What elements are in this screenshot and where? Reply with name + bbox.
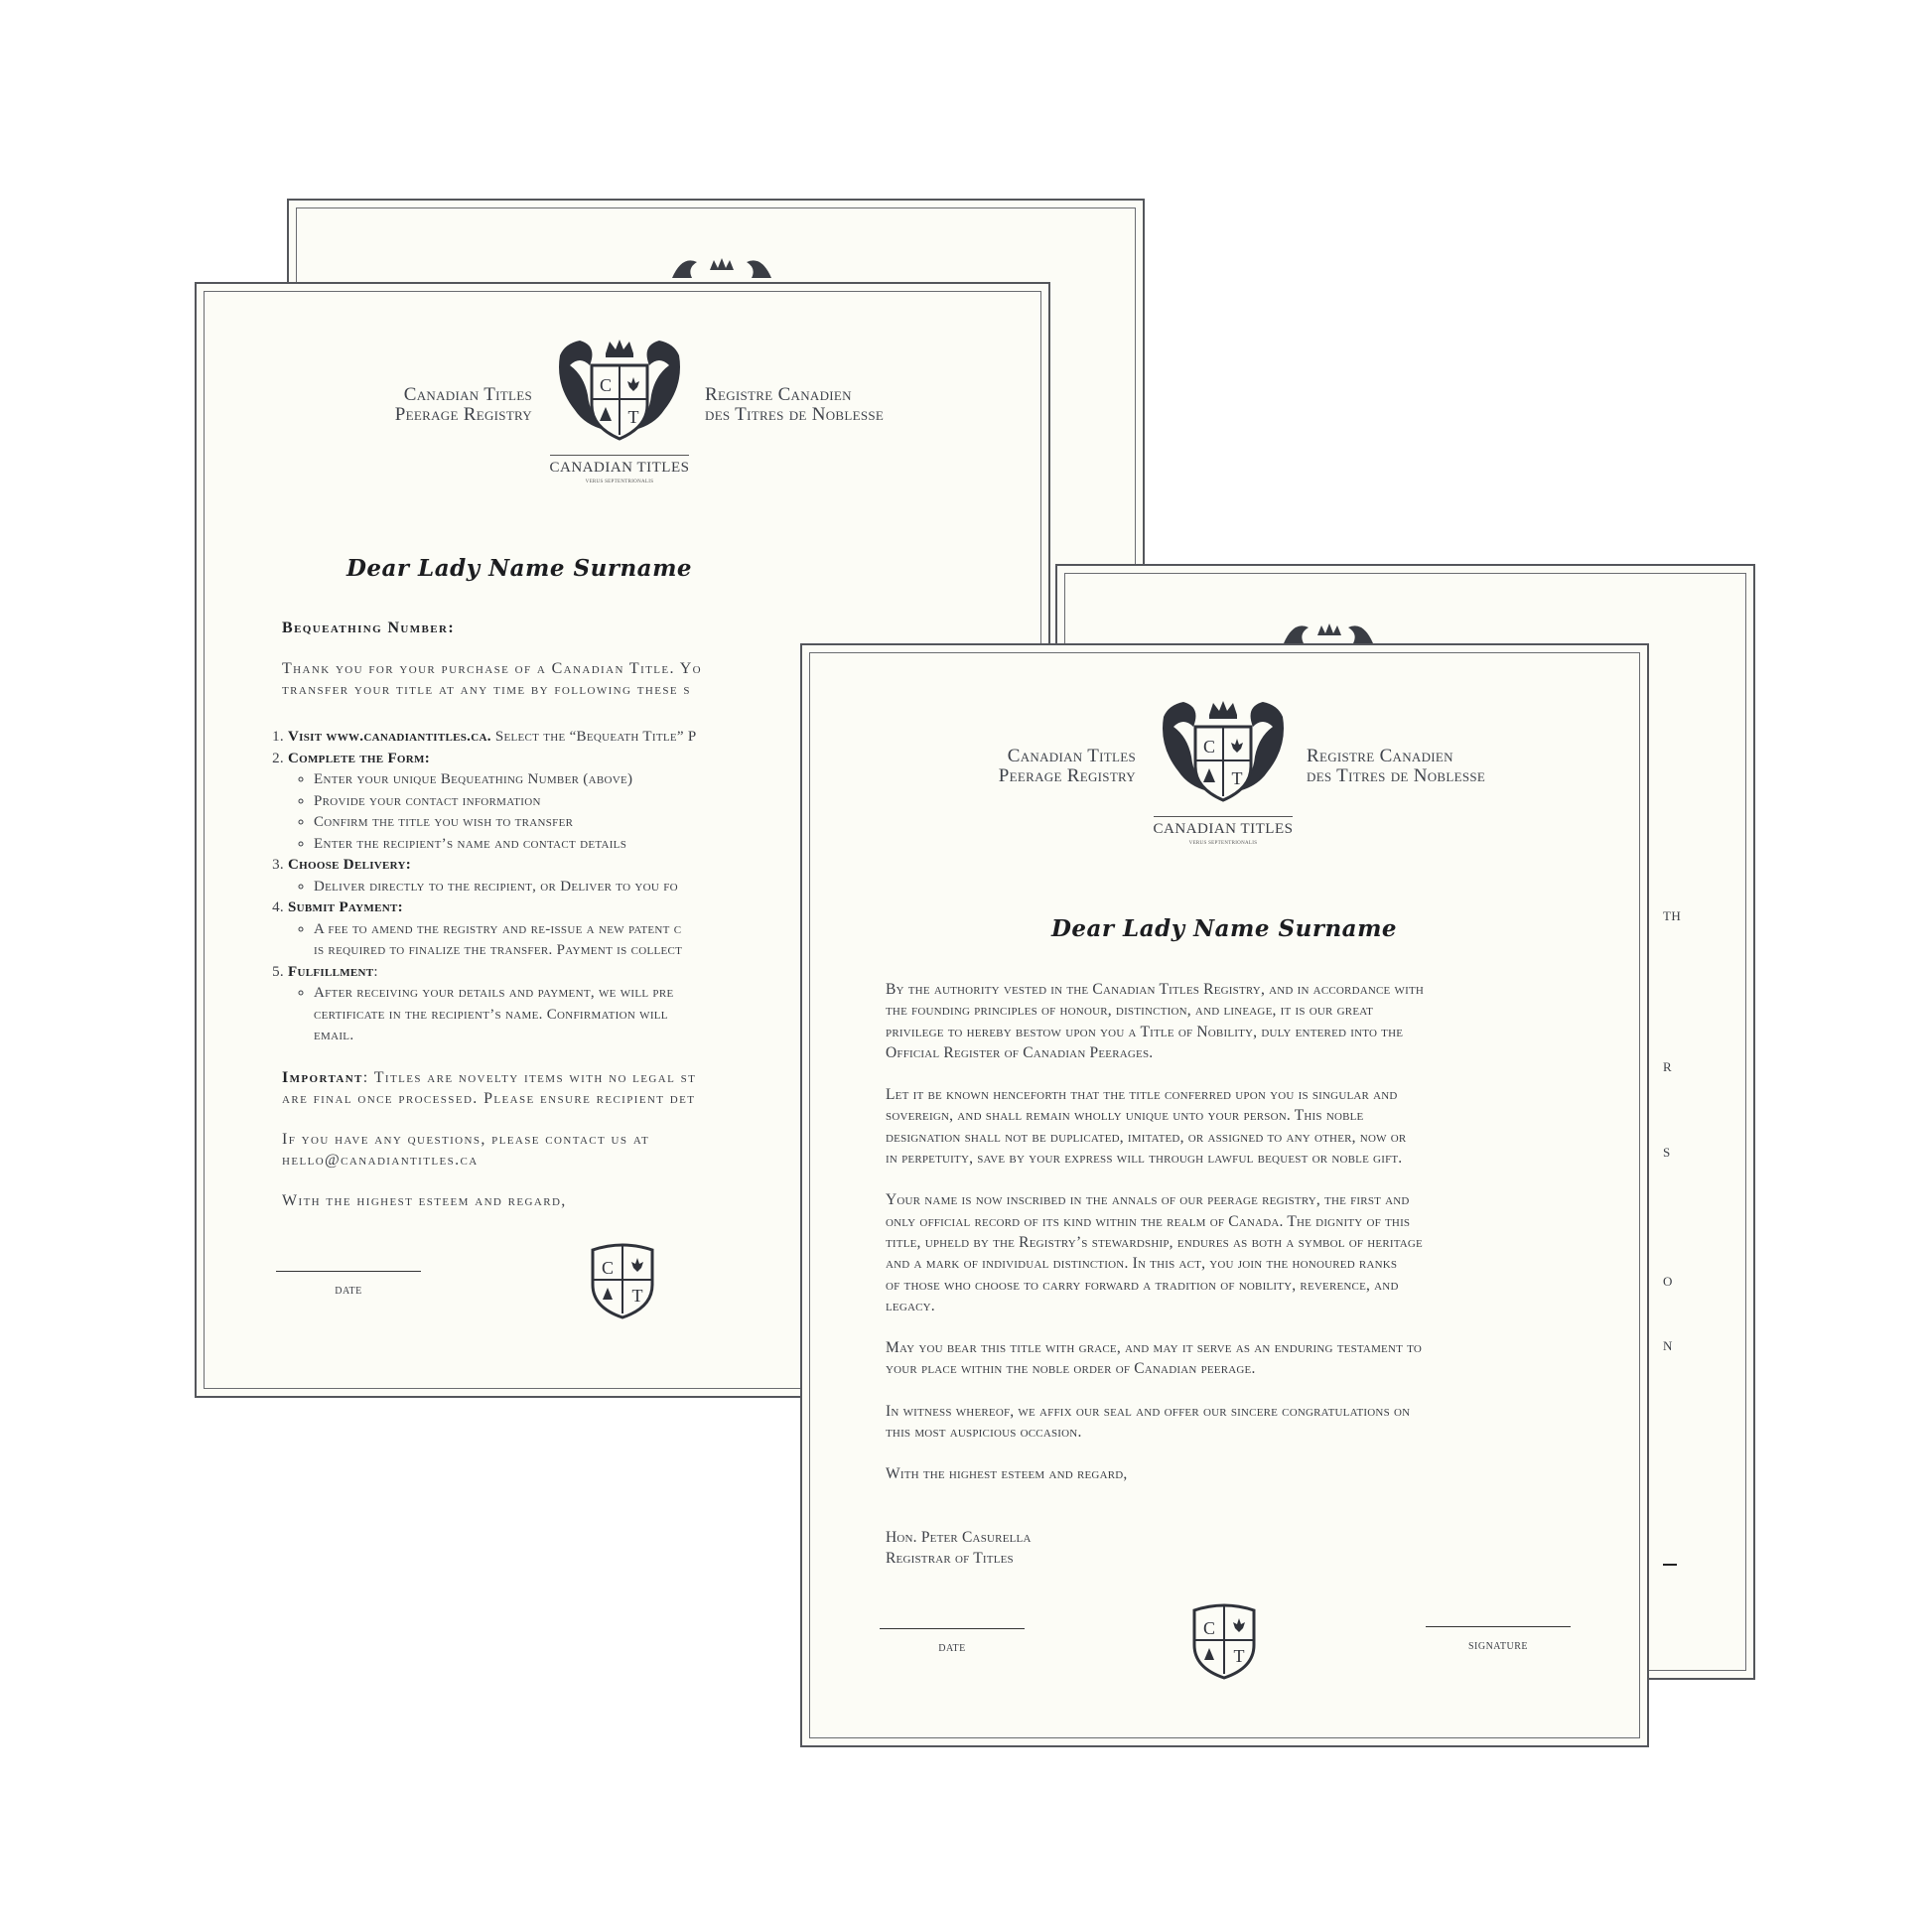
fragment-sigline [1663, 1564, 1677, 1566]
crest-rule-top [550, 455, 689, 456]
svg-text:C: C [599, 375, 613, 395]
crest-logo-icon [550, 336, 689, 455]
paragraph-inscription: Your name is now inscribed in the annals of our peerage registry, the first and only official record of its kind within the realm of Canada. The dignity of this title, upheld by the Registry’s stewardship, endures as both a symbol of heritage and a mark of individual distinction. In this act, you join the honoured ranks of those who choose to carry forward a tradition of nobility, reverence, and legacy. [886, 1191, 1423, 1314]
fragment-s: S [1663, 1145, 1671, 1160]
signature-label: signature [1467, 1638, 1529, 1653]
paragraph-uniqueness: Let it be known henceforth that the title conferred upon you is singular and sovereign, and shall remain wholly unique unto your person. This noble designation shall not be duplicated, imitated, or assigned to any other, now or in perpetuity, save by your express will through lawful bequest or noble gift. [886, 1086, 1407, 1168]
step-1: 1. Visit www.canadiantitles.ca. Select the “Bequeath Title” P [288, 727, 697, 749]
paragraph-closing: With the highest esteem and regard, [886, 1465, 1128, 1483]
certificate-body [886, 979, 1424, 1569]
svg-text:C: C [1202, 737, 1216, 757]
certificate-letter-sheet [800, 643, 1649, 1747]
date-line [880, 1628, 1025, 1629]
svg-text:T: T [627, 407, 639, 427]
bequeath-body: Bequeathing Number: Thank you for your purchase of a Canadian Title. Yo transfer your title at any time by following these s [282, 620, 703, 698]
registry-name-en: Canadian Titles Peerage Registry [394, 384, 532, 425]
signer-block [886, 1527, 1424, 1570]
svg-text:T: T [631, 1286, 643, 1306]
crest-motto: VERUS SEPTENTRIONALIS [585, 480, 654, 484]
bequeathing-number-heading: Bequeathing Number: [282, 620, 456, 636]
registry-name-fr: Registre Canadien des Titres de Noblesse [705, 384, 885, 425]
svg-text:C: C [601, 1258, 615, 1278]
registry-name-en: Canadian Titles Peerage Registry [998, 746, 1136, 786]
salutation: Dear Lady Name Surname [1050, 915, 1398, 942]
paragraph-grace: May you bear this title with grace, and may it serve as an enduring testament to your place within the noble order of Canadian peerage. [886, 1339, 1422, 1378]
registry-name-fr: Registre Canadien des Titres de Noblesse [1307, 746, 1486, 786]
fragment-th: TH [1663, 908, 1682, 923]
paragraph-witness: In witness whereof, we affix our seal and offer our sincere congratulations on this most auspicious occasion. [886, 1402, 1411, 1442]
crest-fragment-icon [1274, 616, 1383, 645]
signature-line [1426, 1626, 1571, 1627]
crest-name: CANADIAN TITLES [1153, 821, 1294, 837]
fragment-r: R [1663, 1059, 1673, 1074]
bequeath-closing-block: Important: Titles are novelty items with no legal st are final once processed. Please ensure recipient det If you have any questions, please contact us at hello@canadiantitles.ca With the highest esteem and regard, [282, 1069, 697, 1209]
svg-text:C: C [1202, 1618, 1216, 1638]
signer-name: Hon. Peter Casurella [886, 1528, 1032, 1546]
important-note: Important: Titles are novelty items with no legal st [282, 1069, 697, 1086]
date-line [276, 1271, 421, 1272]
svg-text:T: T [1231, 768, 1243, 788]
step-4: 4. Submit Payment: ◦ A fee to amend the registry and re-issue a new patent c is required to finalize the transfer. Payment is collect [288, 897, 697, 962]
signer-title: Registrar of Titles [886, 1549, 1014, 1567]
crest-motto: VERUS SEPTENTRIONALIS [1188, 841, 1258, 846]
step-2: 2. Complete the Form: ◦ Enter your unique Bequeathing Number (above) ◦ Provide your contact information ◦ Confirm the title you wish to transfer ◦ Enter the recipient’s name and contact details [288, 749, 697, 856]
date-label: date [335, 1283, 362, 1298]
fragment-n: N [1663, 1338, 1673, 1353]
crest-fragment-icon [662, 250, 781, 280]
crest-name: CANADIAN TITLES [549, 460, 690, 476]
contact-email: hello@canadiantitles.ca [282, 1152, 479, 1169]
date-label: date [938, 1640, 966, 1655]
bequeath-steps [260, 727, 697, 1047]
salutation: Dear Lady Name Surname [345, 555, 693, 582]
shield-seal-icon [1189, 1600, 1259, 1680]
step-5: 5. Fulfillment: ◦ After receiving your details and payment, we will pre certificate in the recipient’s name. Confirmation will email. [288, 962, 697, 1047]
crest-rule-top [1154, 816, 1293, 817]
svg-text:T: T [1233, 1646, 1245, 1666]
shield-seal-icon [588, 1240, 657, 1319]
step-3: 3. Choose Delivery: ◦ Deliver directly to the recipient, or Deliver to you fo [288, 855, 697, 897]
crest-logo-icon [1154, 697, 1293, 816]
paragraph-authority: By the authority vested in the Canadian Titles Registry, and in accordance with the founding principles of honour, distinction, and lineage, it is our great privilege to hereby bestow upon you a Title of Nobility, duly entered into the Official Register of Canadian Peerages. [886, 981, 1425, 1061]
fragment-o: O [1663, 1274, 1673, 1289]
